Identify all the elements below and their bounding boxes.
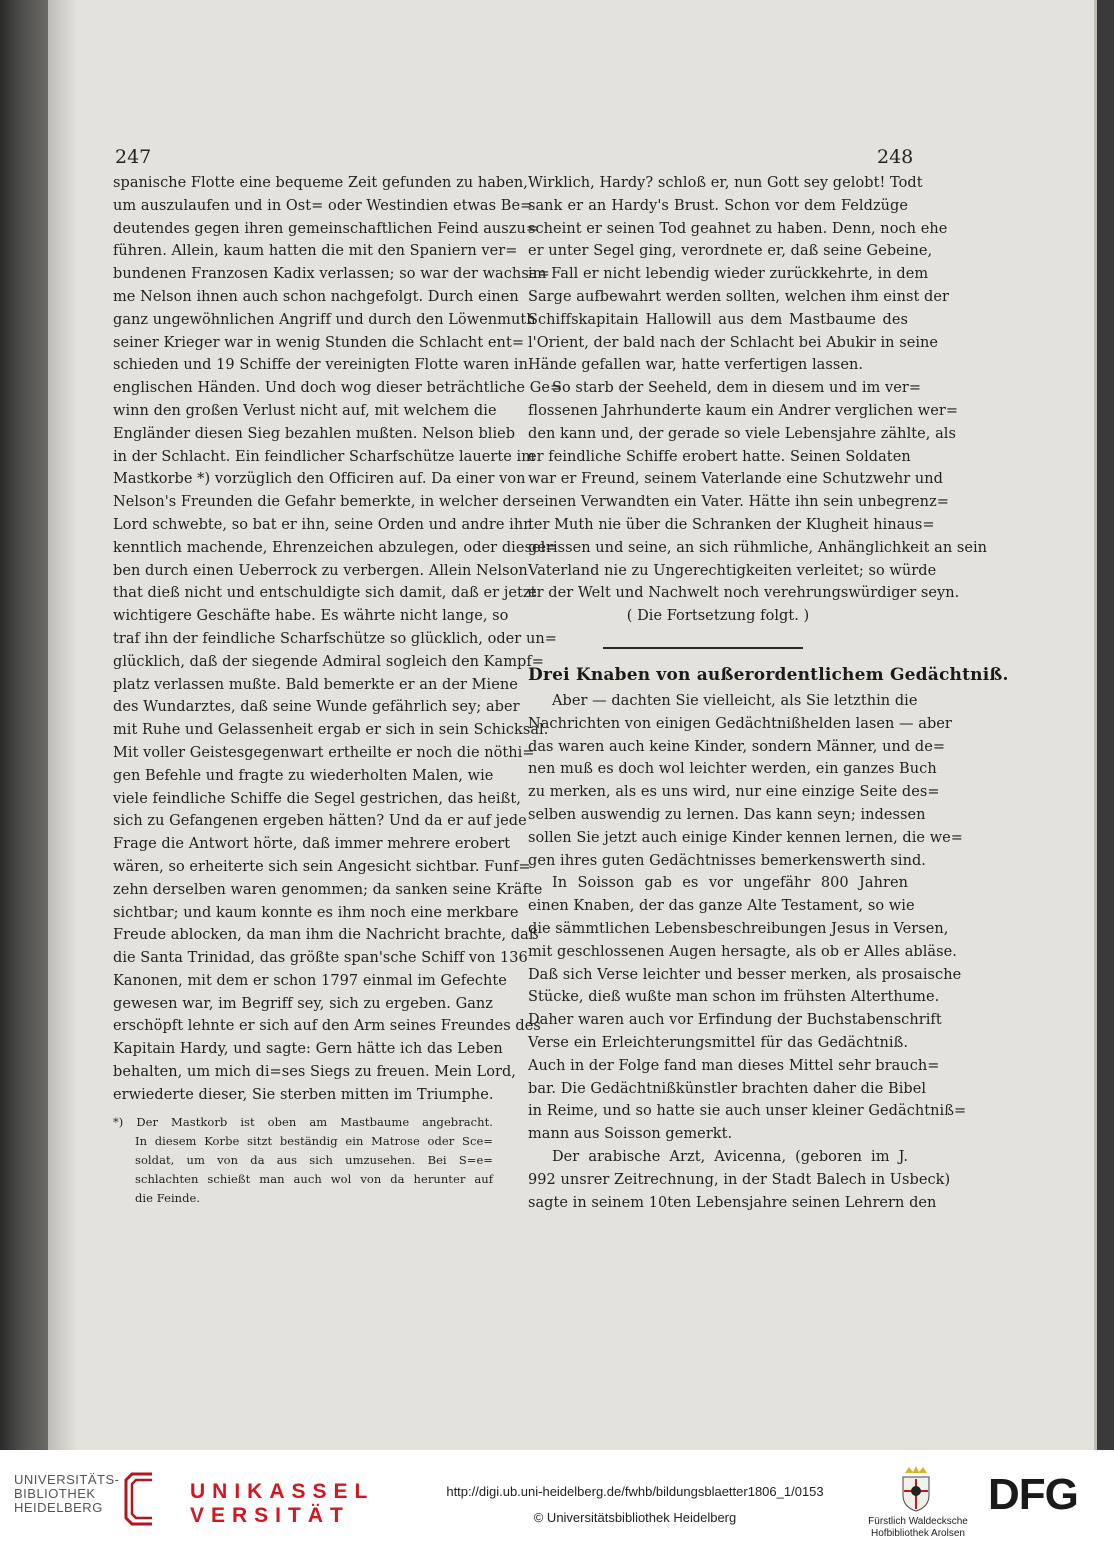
text-line: platz verlassen mußte. Bald bemerkte er an der Miene [113, 676, 518, 693]
text-line: war er Freund, seinem Vaterlande eine Schutzwehr und [528, 471, 943, 488]
text-line: Engländer diesen Sieg bezahlen mußten. Nelson blieb [113, 425, 516, 442]
dfg-logo[interactable]: DFG [988, 1470, 1078, 1519]
left-column [113, 172, 563, 1208]
text-line: Kanonen, mit dem er schon 1797 einmal im Gefechte [113, 972, 507, 989]
text-line: Aber — dachten Sie vielleicht, als Sie letzthin die [552, 693, 918, 709]
text-line: Der arabische Arzt, Avicenna, (geboren im J. [552, 1148, 908, 1165]
text-line: Auch in der Folge fand man dieses Mittel sehr brauch= [528, 1057, 940, 1074]
text-line: Daß sich Verse leichter und besser merken, als prosaische [528, 966, 962, 983]
text-line: er unter Segel ging, verordnete er, daß seine Gebeine, [528, 243, 933, 260]
text-line: me Nelson ihnen auch schon nachgefolgt. Durch einen [113, 288, 519, 305]
text-line: selben auswendig zu lernen. Das kann seyn; indessen [528, 806, 926, 823]
text-line: So starb der Seeheld, dem in diesem und im ver= [552, 380, 922, 397]
text-line: l'Orient, der bald nach der Schlacht bei Abukir in seine [528, 334, 939, 351]
text-line: sagte in seinem 10ten Lebensjahre seinen Lehrern den [528, 1194, 937, 1211]
text-line: gen Befehle und fragte zu wiederholten Malen, wie [113, 767, 494, 784]
text-line: seinen Verwandten ein Vater. Hätte ihn sein unbegrenz= [528, 494, 949, 511]
text-line: 992 unsrer Zeitrechnung, in der Stadt Balech in Usbeck) [528, 1171, 951, 1188]
text-line: traf ihn der feindliche Scharfschütze so glücklich, oder un= [113, 630, 557, 647]
text-line: das waren auch keine Kinder, sondern Männer, und de= [528, 738, 946, 755]
text-line: Nachrichten von einigen Gedächtnißhelden lasen — aber [528, 715, 952, 732]
text-line: Kapitain Hardy, und sagte: Gern hätte ich das Leben [113, 1041, 503, 1058]
waldeck-line-1: Fürstlich Waldecksche [868, 1516, 968, 1527]
text-line: spanische Flotte eine bequeme Zeit gefunden zu haben, [113, 175, 528, 191]
text-line: gerissen und seine, an sich rühmliche, Anhänglichkeit an sein [528, 539, 988, 556]
footnote [113, 1113, 493, 1208]
ub-heidelberg-label [14, 1473, 119, 1515]
text-line: deutendes gegen ihren gemeinschaftlichen Feind auszu= [113, 220, 539, 237]
text-line: die Santa Trinidad, das größte span'sche Schiff von 136 [113, 950, 528, 967]
text-line: in Reime, und so hatte sie auch unser kleiner Gedächtniß= [528, 1103, 967, 1120]
text-line: sank er an Hardy's Brust. Schon vor dem Feldzüge [528, 197, 908, 214]
text-line: Hände gefallen war, hatte verfertigen lassen. [528, 357, 864, 374]
text-line: Freude ablocken, da man ihm die Nachricht brachte, daß [113, 927, 539, 944]
text-line: Nelson's Freunden die Gefahr bemerkte, in welcher der [113, 494, 528, 511]
text-line: Lord schwebte, so bat er ihn, seine Orden und andre ihn [113, 516, 533, 533]
footnote-line: die Feinde. [135, 1190, 201, 1205]
text-line: die sämmtlichen Lebensbeschreibungen Jesus in Versen, [528, 920, 949, 937]
text-line: Wirklich, Hardy? schloß er, nun Gott sey gelobt! Todt [528, 175, 923, 191]
ub-logo-icon [122, 1470, 156, 1528]
text-line: zehn derselben waren genommen; da sanken seine Kräfte [113, 881, 543, 898]
text-line: mit geschlossenen Augen hersagte, als ob er Alles abläse. [528, 943, 957, 960]
text-line: er feindliche Schiffe erobert hatte. Seinen Soldaten [528, 448, 911, 465]
footnote-line: In diesem Korbe sitzt beständig ein Matrose oder Sce= [135, 1133, 493, 1148]
text-line: schieden und 19 Schiffe der vereinigten Flotte waren in [113, 357, 528, 374]
right-column-top [528, 172, 988, 628]
text-line: wären, so erheiterte sich sein Angesicht sichtbar. Funf= [113, 858, 531, 875]
text-line: viele feindliche Schiffe die Segel gestrichen, das heißt, [113, 790, 521, 807]
text-line: um auszulaufen und in Ost= oder Westindien etwas Be= [113, 197, 533, 214]
text-line: sollen Sie jetzt auch einige Kinder kennen lernen, die we= [528, 829, 963, 846]
text-line: sich zu Gefangenen ergeben hätten? Und da er auf jede [113, 813, 527, 830]
text-line: einen Knaben, der das ganze Alte Testament, so wie [528, 898, 915, 915]
text-line: in der Schlacht. Ein feindlicher Scharfschütze lauerte im [113, 448, 536, 465]
text-line: gewesen war, im Begriff sey, sich zu ergeben. Ganz [113, 995, 493, 1012]
waldeck-library-label [848, 1516, 988, 1540]
text-line: Mit voller Geistesgegenwart ertheilte er noch die nöthi= [113, 744, 535, 761]
text-line: Verse ein Erleichterungsmittel für das Gedächtniß. [528, 1034, 908, 1051]
ub-line-3: HEIDELBERG [14, 1500, 103, 1515]
text-line: Schiffskapitain Hallowill aus dem Mastbaume des [528, 311, 908, 328]
text-line: ganz ungewöhnlichen Angriff und durch den Löwenmuth [113, 311, 536, 328]
text-line: führen. Allein, kaum hatten die mit den Spaniern ver= [113, 243, 518, 260]
text-line: kenntlich machende, Ehrenzeichen abzulegen, oder diesel= [113, 539, 558, 556]
right-column-bottom [528, 690, 967, 1214]
text-line: In Soisson gab es vor ungefähr 800 Jahren [552, 875, 908, 892]
text-line: englischen Händen. Und doch wog dieser beträchtliche Ge= [113, 380, 563, 397]
unikassel-line-1: UNIKASSEL [190, 1480, 375, 1503]
copyright-notice: © Universitätsbibliothek Heidelberg [533, 1510, 737, 1525]
text-line: er der Welt und Nachwelt noch verehrungswürdiger seyn. [528, 585, 960, 602]
text-line: bundenen Franzosen Kadix verlassen; so war der wachsa= [113, 266, 550, 283]
footnote-line: *) Der Mastkorb ist oben am Mastbaume angebracht. [113, 1114, 493, 1129]
text-line: des Wundarztes, daß seine Wunde gefährlich sey; aber [113, 699, 520, 716]
text-line: mit Ruhe und Gelassenheit ergab er sich in sein Schicksal. [113, 722, 549, 739]
text-line: seiner Krieger war in wenig Stunden die Schlacht ent= [113, 334, 525, 351]
text-line: erschöpft lehnte er sich auf den Arm seines Freundes des [113, 1018, 541, 1035]
text-line: winn den großen Verlust nicht auf, mit welchem die [113, 402, 497, 419]
text-line: bar. Die Gedächtnißkünstler brachten daher die Bibel [528, 1080, 927, 1097]
section-divider [603, 647, 803, 649]
text-line: erwiederte dieser, Sie sterben mitten im Triumphe. [113, 1086, 494, 1103]
coat-of-arms-icon [899, 1465, 933, 1513]
text-line: Frage die Antwort hörte, daß immer mehrere erobert [113, 836, 511, 853]
ub-line-2: BIBLIOTHEK [14, 1486, 96, 1501]
text-line: flossenen Jahrhunderte kaum ein Andrer verglichen wer= [528, 402, 959, 419]
continuation-note: ( Die Fortsetzung folgt. ) [626, 608, 810, 625]
article-heading: Drei Knaben von außerordentlichem Gedächtniß. [528, 665, 1009, 685]
unikassel-logo[interactable] [190, 1480, 374, 1528]
text-line: Mastkorbe *) vorzüglich den Officiren auf. Da einer von [113, 471, 526, 488]
binding-edge [0, 0, 48, 1450]
text-line: ter Muth nie über die Schranken der Klugheit hinaus= [528, 516, 935, 533]
footnote-line: soldat, um von da aus sich umzusehen. Bei S=e= [135, 1152, 493, 1167]
footnote-line: schlachten schießt man auch wol von da herunter auf [135, 1171, 493, 1186]
source-url-link[interactable]: http://digi.ub.uni-heidelberg.de/fwhb/bildungsblaetter1806_1/0153 [446, 1484, 824, 1499]
text-line: that dieß nicht und entschuldigte sich damit, daß er jetzt [113, 585, 537, 602]
page-number-right: 248 [877, 146, 914, 168]
text-line: mann aus Soisson gemerkt. [528, 1126, 733, 1143]
unikassel-line-2: VERSITÄT [190, 1504, 350, 1527]
text-line: nen muß es doch wol leichter werden, ein ganzes Buch [528, 761, 937, 778]
text-line: behalten, um mich di=ses Siegs zu freuen. Mein Lord, [113, 1064, 516, 1081]
text-line: Sarge aufbewahrt werden sollten, welchen ihm einst der [528, 288, 949, 305]
waldeck-line-2: Hofbibliothek Arolsen [871, 1528, 965, 1539]
text-line: zu merken, als es uns wird, nur eine einzige Seite des= [528, 784, 940, 801]
ub-line-1: UNIVERSITÄTS- [14, 1472, 120, 1487]
text-line: sichtbar; und kaum konnte es ihm noch eine merkbare [113, 904, 519, 921]
text-line: Daher waren auch vor Erfindung der Buchstabenschrift [528, 1012, 942, 1029]
text-line: gen ihres guten Gedächtnisses bemerkenswerth sind. [528, 852, 926, 869]
text-line: Vaterland nie zu Ungerechtigkeiten verleitet; so würde [528, 562, 937, 579]
text-line: Stücke, dieß wußte man schon im frühsten Alterthume. [528, 989, 940, 1006]
text-line: den kann und, der gerade so viele Lebensjahre zählte, als [528, 425, 956, 442]
text-line: wichtigere Geschäfte habe. Es währte nicht lange, so [113, 608, 509, 625]
page-number-left: 247 [115, 146, 152, 168]
text-line: im Fall er nicht lebendig wieder zurückkehrte, in dem [528, 266, 929, 283]
text-line: scheint er seinen Tod geahnet zu haben. Denn, noch ehe [528, 220, 948, 237]
text-line: glücklich, daß der siegende Admiral sogleich den Kampf= [113, 653, 545, 670]
text-line: ben durch einen Ueberrock zu verbergen. Allein Nelson [113, 562, 528, 579]
